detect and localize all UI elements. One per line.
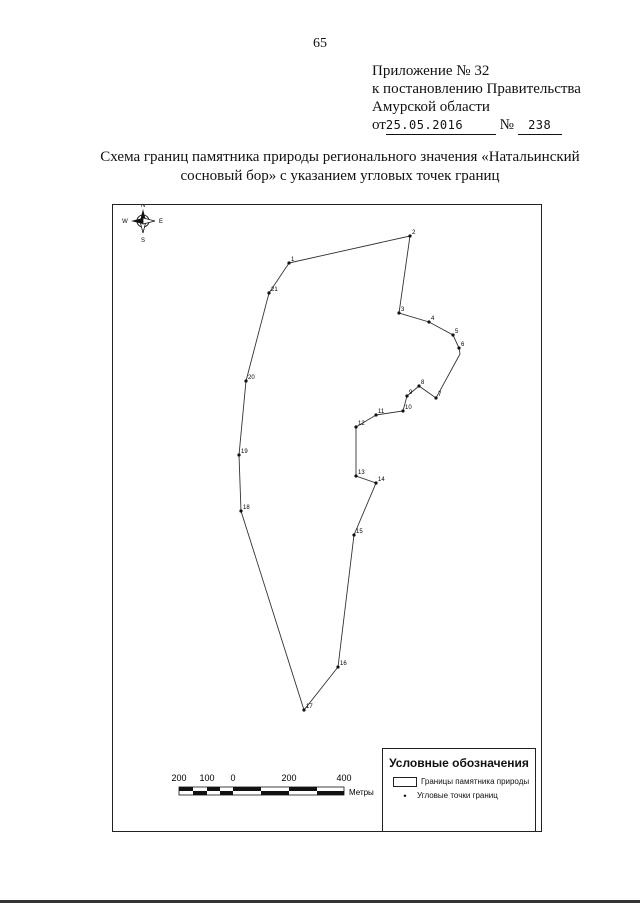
legend-boundary-row (393, 777, 529, 787)
number-prefix: № (499, 117, 514, 133)
corner-point-label-19: 19 (241, 449, 248, 455)
legend-title: Условные обозначения (389, 756, 529, 770)
appendix-header (372, 62, 581, 135)
corner-point-label-14: 14 (378, 477, 385, 483)
legend-points-label: Угловые точки границ (417, 791, 498, 801)
boundary-swatch (393, 777, 417, 787)
corner-point-label-4: 4 (431, 316, 435, 322)
corner-point-label-9: 9 (409, 390, 413, 396)
legend-points-row (393, 791, 498, 801)
scale-bar (171, 773, 374, 797)
appendix-title: Приложение № 32 (372, 63, 490, 79)
map-legend (382, 748, 536, 832)
from-prefix: от (372, 117, 386, 133)
corner-point-label-13: 13 (358, 470, 365, 476)
corner-point-label-16: 16 (340, 661, 347, 667)
corner-point-label-7: 7 (438, 392, 442, 398)
compass-s: S (140, 238, 146, 244)
corner-point-label-18: 18 (243, 505, 250, 511)
corner-point-label-3: 3 (401, 307, 405, 313)
decree-date: 25.05.2016 (386, 116, 496, 135)
nature-monument-boundary (239, 236, 460, 710)
legend-boundary-label: Границы памятника природы (421, 777, 530, 787)
scale-unit: Метры (349, 788, 374, 797)
corner-point-label-21: 21 (271, 287, 278, 293)
scale-label-0: 0 (230, 773, 236, 783)
corner-point-label-17: 17 (306, 704, 313, 710)
corner-point-label-11: 11 (378, 409, 385, 415)
compass-e: E (158, 219, 164, 225)
decree-number: 238 (518, 116, 562, 135)
boundary-map (113, 205, 541, 831)
corner-point-label-6: 6 (461, 342, 465, 348)
page-bottom-edge (0, 900, 640, 903)
scale-label-200-right: 200 (281, 773, 297, 783)
scale-label-100: 100 (199, 773, 215, 783)
compass-rose (122, 205, 163, 244)
map-frame (112, 204, 542, 832)
corner-point-label-20: 20 (248, 375, 255, 381)
title-line-2: сосновый бор» с указанием угловых точек границ (180, 168, 500, 184)
appendix-date-line (372, 116, 581, 135)
title-line-1: Схема границ памятника природы регионального значения «Натальинский (100, 149, 580, 165)
compass-w: W (122, 219, 128, 225)
corner-point-label-10: 10 (405, 405, 412, 411)
corner-point-label-8: 8 (421, 380, 425, 386)
compass-n: N (140, 205, 146, 209)
corner-point-label-1: 1 (291, 257, 295, 263)
corner-point-label-12: 12 (358, 421, 365, 427)
document-title (80, 148, 600, 186)
appendix-region: Амурской области (372, 99, 490, 115)
point-symbol: • (403, 791, 407, 801)
corner-point-label-2: 2 (412, 230, 416, 236)
appendix-decree: к постановлению Правительства (372, 81, 581, 97)
corner-point-label-15: 15 (356, 529, 363, 535)
corner-points-layer (237, 230, 465, 712)
scale-label-400: 400 (336, 773, 352, 783)
corner-point-label-5: 5 (455, 329, 459, 335)
scale-label-200-left: 200 (171, 773, 187, 783)
page-number: 65 (313, 36, 327, 51)
